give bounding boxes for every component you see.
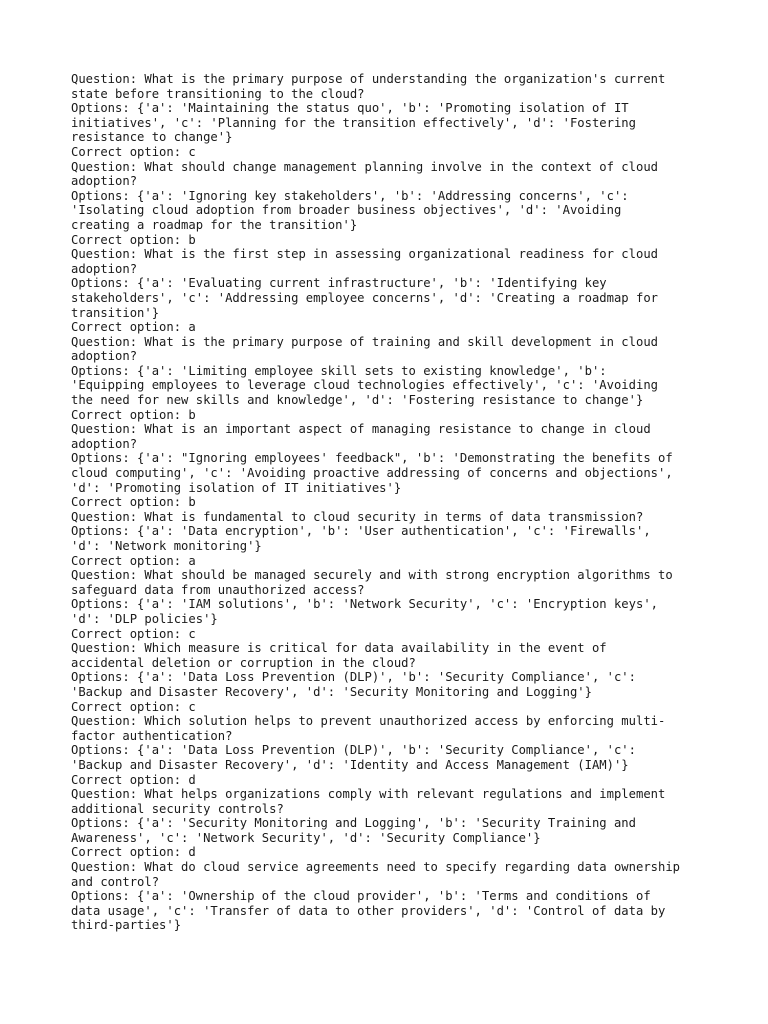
text-line: Question: What should be managed securely and with strong encryption algorithms to [71,568,673,583]
text-line: initiatives', 'c': 'Planning for the transition effectively', 'd': 'Fostering [71,115,636,130]
text-line: Question: Which measure is critical for data availability in the event of [71,641,607,656]
text-line: resistance to change'} [71,130,233,145]
text-line: Options: {'a': 'IAM solutions', 'b': 'Network Security', 'c': 'Encryption keys', [71,597,658,612]
text-line: stakeholders', 'c': 'Addressing employee concerns', 'd': 'Creating a roadmap for [71,290,658,305]
text-line: adoption? [71,349,138,364]
text-line: 'Equipping employees to leverage cloud technologies effectively', 'c': 'Avoiding [71,378,658,393]
text-line: Options: {'a': 'Data encryption', 'b': 'User authentication', 'c': 'Firewalls', [71,524,651,539]
text-line: factor authentication? [71,728,233,743]
text-line: creating a roadmap for the transition'} [71,217,358,232]
text-line: Options: {'a': 'Data Loss Prevention (DLP)', 'b': 'Security Compliance', 'c': [71,743,636,758]
text-line: Options: {'a': "Ignoring employees' feedback", 'b': 'Demonstrating the benefits of [71,451,673,466]
text-line: Options: {'a': 'Security Monitoring and Logging', 'b': 'Security Training and [71,816,636,831]
text-line: adoption? [71,436,138,451]
text-line: Correct option: c [71,626,196,641]
text-line: Options: {'a': 'Ignoring key stakeholders', 'b': 'Addressing concerns', 'c': [71,188,629,203]
text-line: additional security controls? [71,801,284,816]
text-line: Question: What helps organizations comply with relevant regulations and implement [71,787,666,802]
text-line: safeguard data from unauthorized access? [71,582,365,597]
text-line: Question: Which solution helps to prevent unauthorized access by enforcing multi- [71,714,666,729]
text-line: cloud computing', 'c': 'Avoiding proactive addressing of concerns and objections', [71,466,673,481]
text-line: Options: {'a': 'Limiting employee skill sets to existing knowledge', 'b': [71,363,607,378]
text-line: Correct option: d [71,845,196,860]
text-line: Options: {'a': 'Data Loss Prevention (DLP)', 'b': 'Security Compliance', 'c': [71,670,636,685]
text-line: 'Isolating cloud adoption from broader business objectives', 'd': 'Avoiding [71,203,622,218]
text-line: data usage', 'c': 'Transfer of data to other providers', 'd': 'Control of data by [71,903,666,918]
text-line: Correct option: b [71,495,196,510]
text-line: transition'} [71,305,160,320]
text-line: adoption? [71,174,138,189]
text-line: Question: What is the primary purpose of understanding the organization's current [71,72,666,86]
text-line: Correct option: c [71,144,196,159]
text-line: third-parties'} [71,918,182,933]
text-line: Question: What is the first step in assessing organizational readiness for cloud [71,247,658,262]
text-line: Question: What is the primary purpose of training and skill development in cloud [71,334,658,349]
text-line: 'd': 'Promoting isolation of IT initiatives'} [71,480,402,495]
text-line: Options: {'a': 'Maintaining the status quo', 'b': 'Promoting isolation of IT [71,101,629,116]
text-line: Question: What is an important aspect of managing resistance to change in cloud [71,422,651,437]
text-line: Question: What do cloud service agreements need to specify regarding data ownership [71,860,681,875]
text-line: the need for new skills and knowledge', 'd': 'Fostering resistance to change'} [71,393,644,408]
text-line: Question: What is fundamental to cloud security in terms of data transmission? [71,509,644,524]
document-text [71,72,711,933]
text-line: Correct option: c [71,699,196,714]
text-line: state before transitioning to the cloud? [71,86,365,101]
text-line: Awareness', 'c': 'Network Security', 'd': 'Security Compliance'} [71,830,541,845]
text-line: accidental deletion or corruption in the cloud? [71,655,416,670]
text-line: Correct option: d [71,772,196,787]
text-line: Question: What should change management planning involve in the context of cloud [71,159,658,174]
text-line: Options: {'a': 'Ownership of the cloud provider', 'b': 'Terms and conditions of [71,889,651,904]
text-line: 'Backup and Disaster Recovery', 'd': 'Security Monitoring and Logging'} [71,684,592,699]
text-line: Correct option: a [71,320,196,335]
text-line: Correct option: b [71,407,196,422]
text-line: Correct option: a [71,553,196,568]
text-line: and control? [71,874,160,889]
text-line: 'Backup and Disaster Recovery', 'd': 'Identity and Access Management (IAM)'} [71,757,629,772]
text-line: Options: {'a': 'Evaluating current infrastructure', 'b': 'Identifying key [71,276,607,291]
text-line: adoption? [71,261,138,276]
text-line: Correct option: b [71,232,196,247]
text-line: 'd': 'DLP policies'} [71,611,218,626]
text-line: 'd': 'Network monitoring'} [71,539,262,553]
